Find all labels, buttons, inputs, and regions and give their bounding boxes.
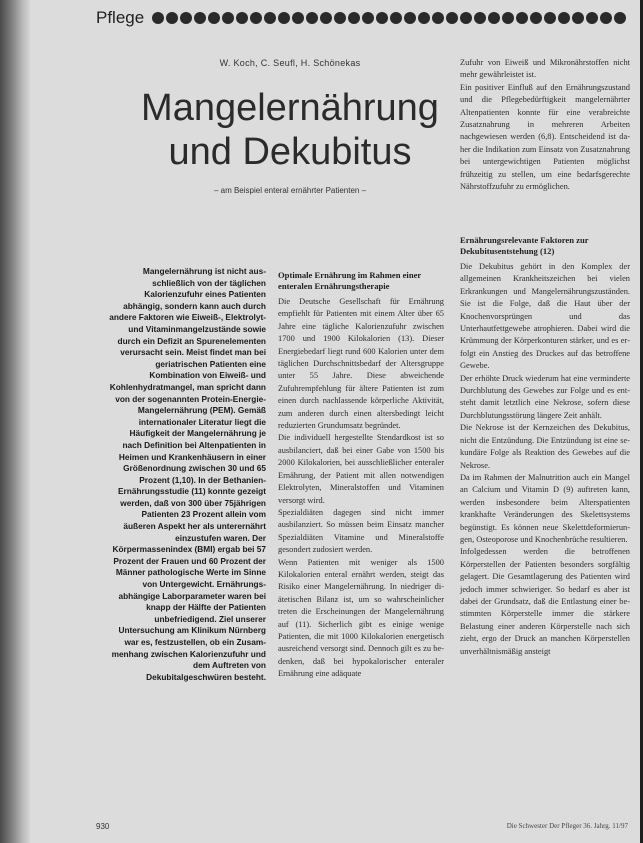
decorative-dot — [152, 12, 164, 24]
intro-paragraph: Mangelernährung ist nicht ausschließlich von der täglichen Kalorienzufuhr eines Patienten abhängig, sondern kann auch durch andere Faktoren wie Eiweiß-, Elektrolyt- und Vitaminmangelzustände sowie durch ein Defizit an Spurenelementen verursacht sein. Meist findet man bei geriatrischen Patienten eine Kombination von Eiweiß- und Kohlenhydratmangel, man spricht dann von der sogenannten Protein-Energie-Mangelernährung (PEM). Gemäß internationaler Literatur liegt die Häufigkeit der Mangelernährung je nach Definition bei Altenpatienten in Heimen und Krankenhäusern in einer Größenordnung zwischen 30 und 65 Prozent (1,10). In der Bethanien-Ernährungsstudie (11) konnte gezeigt werden, daß von 300 über 75jährigen Patienten 23 Prozent allein vom äußeren Aspekt her als unterernährt einzustufen waren. Der Körpermassenindex (BMI) ergab bei 57 Prozent der Frauen und 60 Prozent der Männer pathologische Werte im Sinne von Untergewicht. Ernährungsabhängige Laborparameter waren bei knapp der Hälfte der Patienten unbefriedigend. Ziel unserer Untersuchung am Klinikum Nürnberg war es, festzustellen, ob ein Zusammenhang zwischen Kalorienzufuhr und dem Auftreten von Dekubitalgeschwüren besteht. — [109, 266, 266, 682]
decorative-dot — [222, 12, 234, 24]
title-line-2: und Dekubitus — [168, 131, 412, 173]
column-3-heading: Ernährungsrelevante Faktoren zur Dekubitusentstehung (12) — [460, 235, 589, 256]
section-header — [96, 6, 616, 30]
column-3-paragraph: Infolgedessen werden die betroffenen Körperstellen der Patienten besonders sorgfältig gelagert. Die Gesamtlagerung des Patienten wird jedoch immer schwieriger. So bedarf es aber ist dabei der Grundsatz, daß die Entlastung einer bestimmten Körperstelle immer die stärkere Belastung einer anderen Körperstelle nach sich zieht, ergo der Druck an manchen Körperstellen unverhältnismäßig ansteigt — [460, 547, 630, 656]
column-3-paragraph: Ein positiver Einfluß auf den Ernährungszustand und die Pflegebedürftigkeit mangelernährter Altenpatienten konnte für eine verabreichte Zusatznahrung in mehreren Arbeiten nachgewiesen werden (6,8). Entscheidend ist daher die Indikation zum Einsatz von Zusatznahrung bei untergewichtigen Patienten möglichst frühzeitig zu stellen, um eine bedarfsgerechte Nährstoffzufuhr zu ermöglichen. — [460, 82, 630, 192]
decorative-dot — [558, 12, 570, 24]
decorative-dot — [306, 12, 318, 24]
journal-footer: Die Schwester Der Pfleger 36. Jahrg. 11/97 — [506, 822, 628, 830]
decorative-dot — [166, 12, 178, 24]
decorative-dot — [292, 12, 304, 24]
column-3-paragraph: Da im Rahmen der Malnutrition auch ein Mangel an Calcium und Vitamin D (9) auftreten kann, werden insbesondere beim Alterspatienten krankhafte Veränderungen des Skelettsystems begünstigt. Es können neue Skelettdeformierungen, Osteoporose und Knochenbrüche resultieren. — [460, 472, 630, 544]
column-3-top — [460, 57, 630, 193]
decorative-dot — [488, 12, 500, 24]
decorative-dot — [544, 12, 556, 24]
decorative-dot — [362, 12, 374, 24]
decorative-dot — [320, 12, 332, 24]
article-subtitle: – am Beispiel enteral ernährter Patienten – — [213, 186, 367, 195]
decorative-dot — [278, 12, 290, 24]
decorative-dot — [194, 12, 206, 24]
decorative-dot — [334, 12, 346, 24]
decorative-dot — [418, 12, 430, 24]
decorative-dot — [432, 12, 444, 24]
decorative-dot — [516, 12, 528, 24]
section-label: Pflege — [96, 8, 145, 27]
column-2-paragraph: Die Deutsche Gesellschaft für Ernährung empfiehlt für Patienten mit einem Alter über 65 Jahre eine tägliche Kalorienzufuhr zwischen 1700 und 1900 Kilokalorien (13). Dieser Energiebedarf liegt rund 600 Kalorien unter dem täglichen Durchschnittsbedarf der Altersgruppe unter 55 Jahre. Diese abweichende Zufuhrempfehlung für ältere Patienten ist zum einen durch nachlassende körperliche Aktivität, zum anderen durch einen altersbedingt leicht reduzierten Grundumsatz begründet. — [278, 297, 444, 431]
decorative-dot — [180, 12, 192, 24]
page-number: 930 — [96, 822, 110, 831]
decorative-dot — [586, 12, 598, 24]
title-line-1: Mangelernährung — [141, 87, 439, 129]
decorative-dot — [530, 12, 542, 24]
decorative-dot — [460, 12, 472, 24]
column-3-paragraph: Zufuhr von Eiweiß und Mikronährstoffen nicht mehr gewährleistet ist. — [460, 58, 630, 80]
column-2-heading: Optimale Ernährung im Rahmen einer enteralen Ernährungstherapie — [278, 270, 422, 291]
authors: W. Koch, C. Seufl, H. Schönekas — [219, 58, 361, 68]
decorative-dot — [474, 12, 486, 24]
book-gutter — [0, 0, 30, 843]
decorative-dot — [376, 12, 388, 24]
decorative-dot — [446, 12, 458, 24]
column-2 — [278, 270, 444, 681]
column-3-bottom — [460, 235, 630, 658]
decorative-dot-row — [152, 12, 626, 24]
decorative-dot — [614, 12, 626, 24]
column-3-paragraph: Der erhöhte Druck wiederum hat eine verminderte Durchblutung des Gewebes zur Folge und es entsteht damit letztlich eine Nekrose, sofern diese Durchblutungsstörung längere Zeit anhält. — [460, 373, 630, 420]
column-2-paragraph: Wenn Patienten mit weniger als 1500 Kilokalorien enteral ernährt werden, steigt das Risiko einer Mangelernährung. In niedriger diätetischen Bilanz ist, um so wahrscheinlicher treten die Erscheinungen der Mangelernährung auf (11). Sicherlich gibt es einige wenige Patienten, die mit 1000 Kilokalorien energetisch ausreichend versorgt sind. Dennoch gilt es zu bedenken, daß bei hypokalorischer enteraler Ernährung eine adäquate — [278, 557, 444, 679]
decorative-dot — [502, 12, 514, 24]
decorative-dot — [572, 12, 584, 24]
column-3-paragraph: Die Dekubitus gehört in den Komplex der allgemeinen Krankheitszeichen bei vielen Erkrankungen und Mangelernährungszuständen. Sie ist die Folge, daß die Haut über der Knochenvorsprüngen und das Unterhautfettgewebe atrophieren. Dabei wird die Krümmung der Körperkonturen stärker, und es erfolgt ein Anstieg des Druckes auf das betroffene Gewebe. — [460, 262, 630, 371]
decorative-dot — [348, 12, 360, 24]
decorative-dot — [264, 12, 276, 24]
decorative-dot — [600, 12, 612, 24]
decorative-dot — [236, 12, 248, 24]
decorative-dot — [208, 12, 220, 24]
decorative-dot — [404, 12, 416, 24]
decorative-dot — [390, 12, 402, 24]
column-3-paragraph: Die Nekrose ist der Kernzeichen des Dekubitus, nicht die Entzündung. Die Entzündung ist eine sekundäre Folge als Reaktion des Gewebes auf die Nekrose. — [460, 423, 630, 470]
column-2-paragraph: Die individuell hergestellte Stendardkost ist so ausbilanciert, daß bei einer Gabe von 1500 bis 2000 Kilokalorien, bei ausschließlicher enteraler Ernährung, der Patient mit allen notwendigen Elektrolyten, Mineralstoffen und Vitaminen versorgt wird. — [278, 433, 444, 505]
decorative-dot — [250, 12, 262, 24]
article-title — [105, 86, 475, 174]
column-2-paragraph: Spezialdiäten dagegen sind nicht immer ausbilanziert. So müssen beim Einsatz mancher Spezialdiäten Vitamine und Mineralstoffe gesondert zudosiert werden. — [278, 507, 444, 555]
